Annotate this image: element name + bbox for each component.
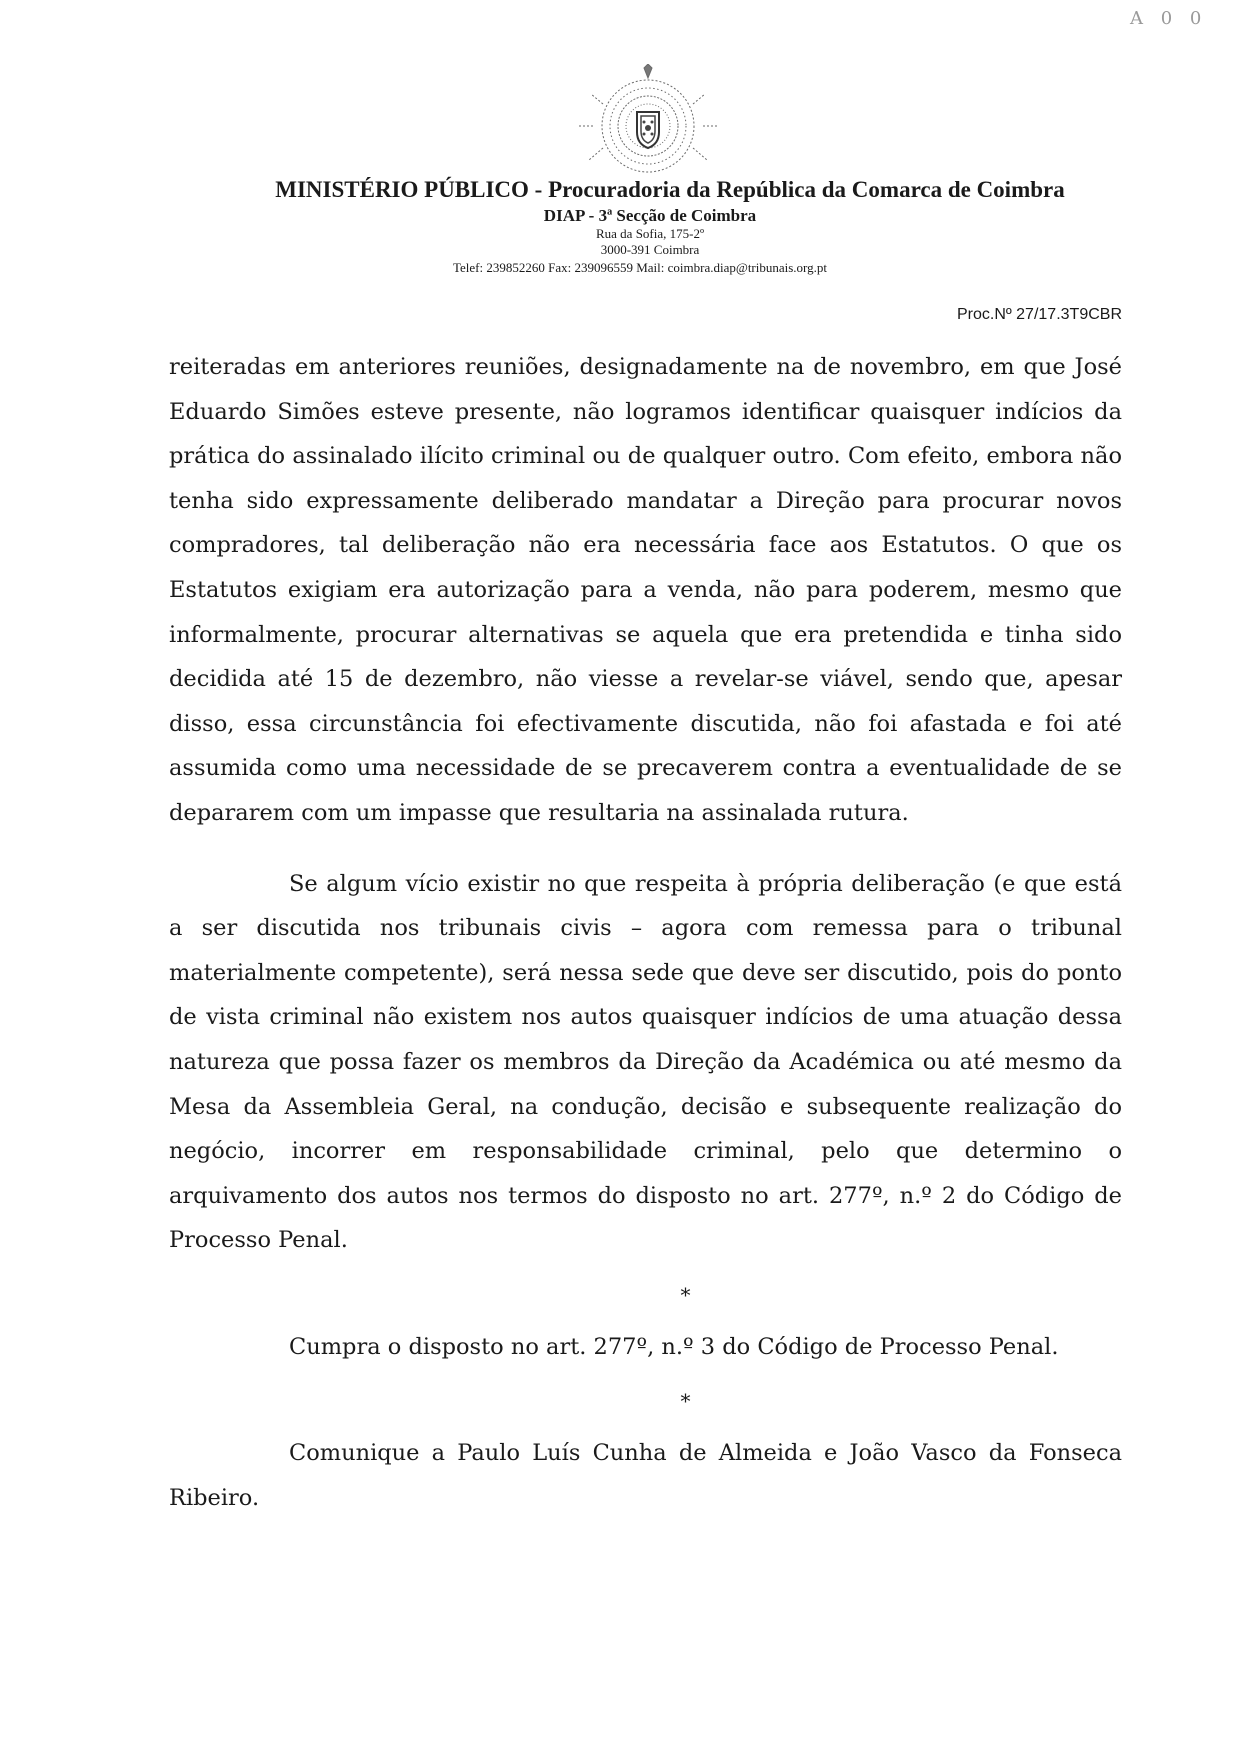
paragraph-2: Se algum vício existir no que respeita à própria deliberação (e que está a ser discutida nos tribunais civis – agora com remessa para o tribunal materialmente competente), será nessa sede que deve ser discutido, pois do ponto de vista criminal não existem nos autos quaisquer indícios de uma atuação dessa natureza que possa fazer os membros da Direção da Académica ou até mesmo da Mesa da Assembleia Geral, na condução, decisão e subsequente realização do negócio, incorrer em responsabilidade criminal, pelo que determino o arquivamento dos autos nos termos do disposto no art. 277º, n.º 2 do Código de Processo Penal. (169, 870, 1122, 1254)
process-number: Proc.Nº 27/17.3T9CBR (956, 306, 1122, 323)
document-header (0, 176, 1240, 276)
paragraph-4: Comunique a Paulo Luís Cunha de Almeida e João Vasco da Fonseca Ribeiro. (169, 1440, 1122, 1512)
document-body (169, 345, 1122, 1521)
separator-asterisk-2: * (680, 1389, 691, 1414)
page-number: A 0 0 (1130, 8, 1208, 29)
address-line-2: 3000-391 Coimbra (600, 242, 700, 257)
organization-section: DIAP - 3ª Secção de Coimbra (543, 206, 757, 225)
contact-line: Telef: 239852260 Fax: 239096559 Mail: coimbra.diap@tribunais.org.pt (452, 260, 828, 275)
separator-asterisk-1: * (680, 1282, 691, 1307)
paragraph-1: reiteradas em anteriores reuniões, designadamente na de novembro, em que José Eduardo Simões esteve presente, não logramos identificar quaisquer indícios da prática do assinalado ilícito criminal ou de qualquer outro. Com efeito, embora não tenha sido expressamente deliberado mandatar a Direção para procurar novos compradores, tal deliberação não era necessária face aos Estatutos. O que os Estatutos exigiam era autorização para a venda, não para poderem, mesmo que informalmente, procurar alternativas se aquela que era pretendida e tinha sido decidida até 15 de dezembro, não viesse a revelar-se viável, sendo que, apesar disso, essa circunstância foi efectivamente discutida, não foi afastada e foi até assumida como uma necessidade de se precaverem contra a eventualidade de se depararem com um impasse que resultaria na assinalada rutura. (169, 354, 1122, 826)
ministerio-publico-emblem-icon (573, 64, 723, 184)
paragraph-3: Cumpra o disposto no art. 277º, n.º 3 do Código de Processo Penal. (289, 1333, 1059, 1360)
organization-title: MINISTÉRIO PÚBLICO - Procuradoria da República da Comarca de Coimbra (275, 177, 1065, 202)
address-line-1: Rua da Sofia, 175-2º (595, 226, 704, 241)
